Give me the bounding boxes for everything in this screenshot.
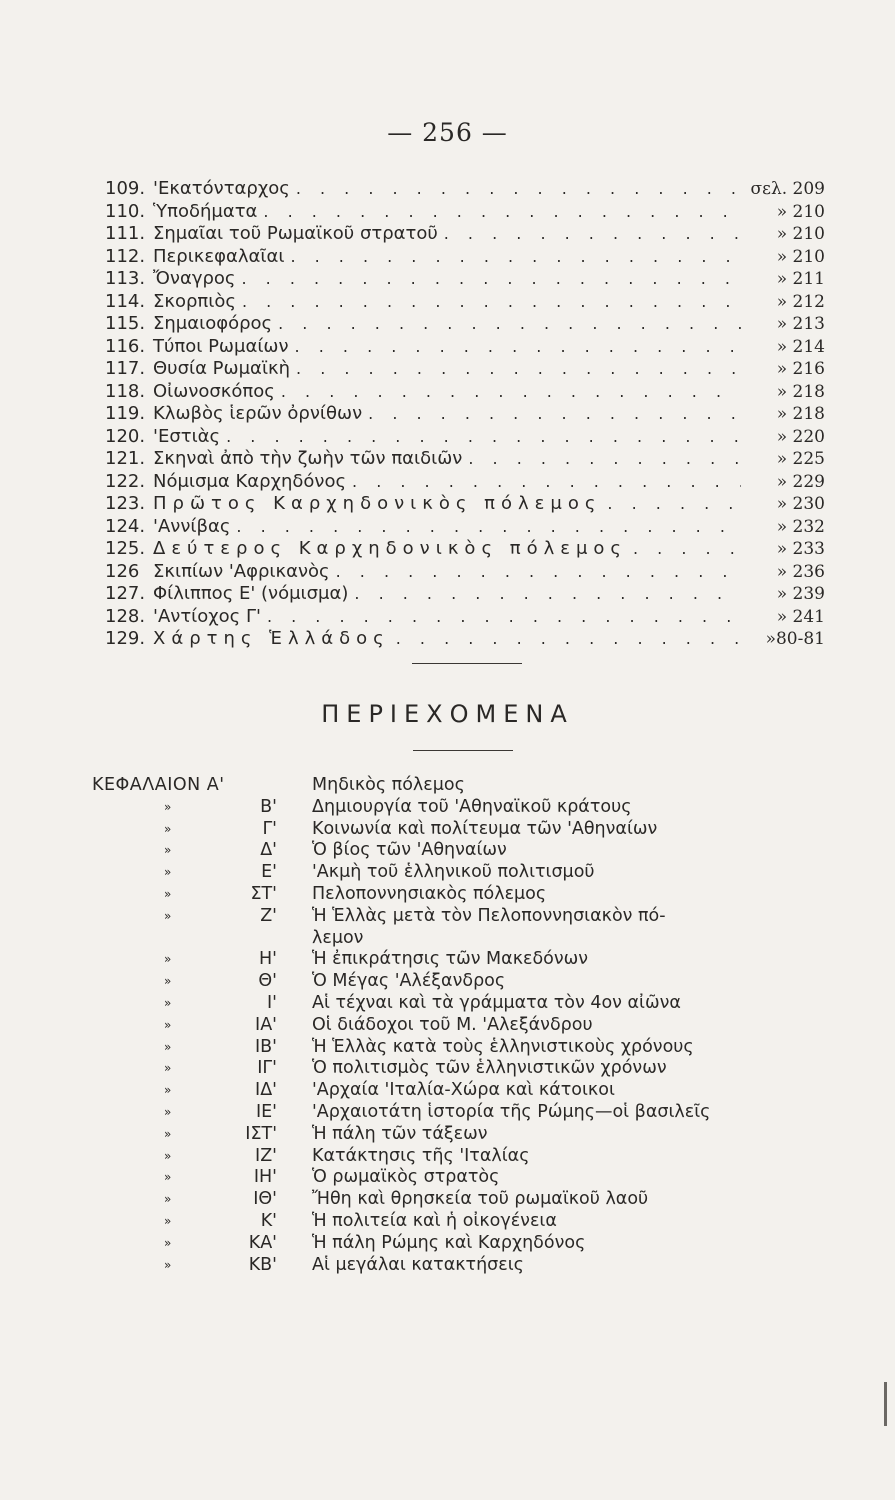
figure-title: 'Εκατόνταρχος (153, 178, 290, 199)
contents-heading: ΠΕΡΙΕΧΟΜΕΝΑ (321, 700, 574, 728)
figure-title: 'Αντίοχος Γ' (153, 605, 261, 627)
leader-dots (633, 539, 741, 558)
chapter-list (0, 775, 895, 1276)
figure-number: 127. (105, 583, 146, 604)
figure-number: 120. (105, 425, 146, 447)
leader-dots (226, 427, 741, 446)
chapter-entry (0, 1146, 895, 1168)
figure-page: » 216 (776, 359, 825, 379)
figure-page: » 212 (776, 291, 825, 312)
figure-number: 109. (105, 178, 146, 199)
figure-number: 118. (105, 380, 146, 402)
chapter-title: 'Αρχαία 'Ιταλία-Χώρα καὶ κάτοικοι (312, 1080, 615, 1101)
figure-page: » 220 (776, 426, 825, 447)
figure-page: » 210 (776, 201, 825, 222)
chapter-entry (0, 949, 895, 971)
figure-page: » 225 (776, 449, 825, 469)
figure-page: » 233 (776, 539, 825, 559)
leader-dots (290, 247, 741, 266)
figure-page: » 218 (776, 381, 825, 402)
ditto-mark: » (164, 1257, 172, 1272)
leader-dots (241, 269, 741, 288)
chapter-entry (0, 775, 895, 797)
figure-number: 126 (105, 560, 140, 582)
figure-number: 128. (105, 605, 146, 627)
figure-page: » 218 (776, 404, 825, 424)
chapter-entry (0, 1255, 895, 1277)
figure-title: Σκιπίων 'Αφρικανὸς (153, 560, 330, 582)
chapter-numeral: ΙΑ' (255, 1014, 277, 1035)
ditto-mark: » (164, 995, 172, 1010)
ditto-mark: » (164, 908, 172, 923)
chapter-numeral: ΙΒ' (255, 1036, 277, 1057)
chapter-numeral: ΙΓ' (257, 1058, 277, 1079)
chapter-entry (0, 1058, 895, 1080)
chapter-entry (0, 928, 895, 950)
figure-entry (105, 246, 825, 269)
ditto-mark: » (164, 865, 172, 880)
figure-page: σελ. 209 (750, 179, 825, 199)
figure-number: 112. (105, 245, 146, 267)
figure-entry (105, 493, 825, 516)
chapter-numeral: ΙΔ' (255, 1080, 277, 1101)
leader-dots (468, 449, 741, 468)
chapter-numeral: ΙΘ' (253, 1189, 277, 1210)
figure-title: Κλωβὸς ἱερῶν ὀρνίθων (153, 403, 363, 424)
chapter-numeral: Ε' (261, 862, 277, 883)
figure-page: »80-81 (765, 629, 825, 649)
leader-dots (281, 382, 741, 401)
figure-entry (105, 358, 825, 381)
figure-title: Φίλιππος Ε' (νόμισμα) (153, 583, 349, 604)
chapter-title: Ἡ πάλη τῶν τάξεων (312, 1123, 488, 1144)
chapter-entry (0, 1167, 895, 1189)
figure-title: Νόμισμα Καρχηδόνος (153, 470, 347, 492)
figure-entry (105, 291, 825, 314)
figure-entry (105, 606, 825, 629)
chapter-entry (0, 1189, 895, 1211)
ditto-mark: » (164, 974, 172, 989)
page-edge-mark (884, 1382, 887, 1426)
figure-title: Ὄναγρος (153, 268, 236, 289)
figure-title: Σημαῖαι τοῦ Ρωμαϊκοῦ στρατοῦ (153, 223, 438, 244)
chapter-title: Δημιουργία τοῦ 'Αθηναϊκοῦ κράτους (312, 796, 632, 817)
chapter-label: ΚΕΦΑΛΑΙΟΝ Α' (92, 775, 225, 795)
figure-entry (105, 448, 825, 471)
chapter-numeral: ΚΑ' (248, 1232, 277, 1253)
ditto-mark: » (164, 1148, 172, 1163)
leader-dots (396, 629, 741, 648)
figure-title: Τύποι Ρωμαίων (153, 335, 289, 357)
figure-entry (105, 471, 825, 494)
figure-entry (105, 201, 825, 224)
chapter-title: Ὁ πολιτισμὸς τῶν ἑλληνιστικῶν χρόνων (312, 1058, 667, 1079)
chapter-entry (0, 884, 895, 906)
figure-entry (105, 336, 825, 359)
figure-entry (105, 178, 825, 201)
chapter-title: Κατάκτησις τῆς 'Ιταλίας (312, 1145, 530, 1166)
leader-dots (267, 607, 741, 626)
figure-number: 121. (105, 448, 146, 469)
figure-number: 124. (105, 515, 146, 537)
chapter-entry (0, 1124, 895, 1146)
figure-page: » 210 (776, 224, 825, 244)
ditto-mark: » (164, 886, 172, 901)
chapter-numeral: Ι' (267, 992, 277, 1013)
chapter-title: Ἡ πάλη Ρώμης καὶ Καρχηδόνος (312, 1232, 586, 1253)
ditto-mark: » (164, 1126, 172, 1141)
figure-title: Περικεφαλαῖαι (153, 245, 285, 267)
figure-title: Σημαιοφόρος (153, 313, 273, 334)
leader-dots (296, 359, 741, 378)
ditto-mark: » (164, 1083, 172, 1098)
figure-title: Πρῶτος Καρχηδονικὸς πόλεμος (153, 493, 602, 514)
chapter-title: Ἤθη καὶ θρησκεία τοῦ ρωμαϊκοῦ λαοῦ (312, 1189, 649, 1210)
leader-dots (354, 584, 741, 603)
figure-entry (105, 403, 825, 426)
chapter-entry (0, 1102, 895, 1124)
leader-dots (236, 517, 741, 536)
leader-dots (296, 179, 741, 198)
leader-dots (352, 472, 741, 491)
chapter-title: λεμον (312, 927, 364, 948)
chapter-title: Πελοποννησιακὸς πόλεμος (312, 883, 547, 904)
figure-number: 110. (105, 200, 146, 222)
chapter-numeral: Η' (259, 949, 277, 970)
figure-title: Δεύτερος Καρχηδονικὸς πόλεμος (153, 538, 627, 559)
figure-number: 116. (105, 335, 146, 357)
ditto-mark: » (164, 1061, 172, 1076)
figure-entry (105, 313, 825, 336)
chapter-numeral: Θ' (258, 971, 277, 992)
figure-page: » 241 (776, 606, 825, 627)
figure-number: 123. (105, 493, 146, 514)
chapter-numeral: ΣΤ' (250, 883, 277, 904)
ditto-mark: » (164, 843, 172, 858)
chapter-entry (0, 1015, 895, 1037)
figure-entry (105, 426, 825, 449)
chapter-numeral: ΙΗ' (253, 1167, 277, 1188)
ditto-mark: » (164, 799, 172, 814)
figure-entry (105, 538, 825, 561)
ditto-mark: » (164, 1235, 172, 1250)
ditto-mark: » (164, 952, 172, 967)
chapter-numeral: ΙΖ' (255, 1145, 277, 1166)
chapter-title: Κοινωνία καὶ πολίτευμα τῶν 'Αθηναίων (312, 818, 658, 839)
figure-title: 'Εστιὰς (153, 425, 221, 447)
figure-number: 113. (105, 268, 146, 289)
chapter-title: Οἱ διάδοχοι τοῦ Μ. 'Αλεξάνδρου (312, 1014, 593, 1035)
figure-page: » 210 (776, 246, 825, 267)
figure-title: Ὑποδήματα (153, 200, 258, 222)
chapter-numeral: ΙΕ' (255, 1101, 277, 1122)
chapter-numeral: ΙΣΤ' (245, 1123, 277, 1144)
figure-number: 111. (105, 223, 146, 244)
figure-entry (105, 583, 825, 606)
ditto-mark: » (164, 1039, 172, 1054)
figure-number: 117. (105, 358, 146, 379)
leader-dots (607, 494, 741, 513)
chapter-entry (0, 906, 895, 928)
ditto-mark: » (164, 1104, 172, 1119)
chapter-numeral: Κ' (260, 1210, 277, 1231)
divider-rule (412, 663, 522, 664)
chapter-title: Ἡ πολιτεία καὶ ἡ οἰκογένεια (312, 1210, 557, 1231)
figure-title: Χάρτης Ἑλλάδος (153, 628, 390, 649)
page-number: — 256 — (387, 118, 508, 147)
ditto-mark: » (164, 1213, 172, 1228)
chapter-numeral: Β' (260, 796, 277, 817)
figure-entry (105, 628, 825, 651)
figure-entry (105, 516, 825, 539)
figure-title: Σκορπιὸς (153, 290, 236, 312)
chapter-title: Μηδικὸς πόλεμος (312, 775, 465, 795)
chapter-entry (0, 862, 895, 884)
chapter-title: Αἱ τέχναι καὶ τὰ γράμματα τὸν 4ον αἰῶνα (312, 992, 681, 1013)
chapter-numeral: Ζ' (260, 905, 277, 926)
leader-dots (295, 337, 741, 356)
leader-dots (263, 202, 741, 221)
figure-entry (105, 268, 825, 291)
leader-dots (336, 562, 741, 581)
leader-dots (278, 314, 741, 333)
ditto-mark: » (164, 1017, 172, 1032)
chapter-title: Ὁ βίος τῶν 'Αθηναίων (312, 840, 507, 861)
figure-list (105, 178, 825, 651)
figure-title: 'Αννίβας (153, 515, 231, 537)
leader-dots (368, 404, 741, 423)
ditto-mark: » (164, 1192, 172, 1207)
chapter-entry (0, 993, 895, 1015)
figure-number: 114. (105, 290, 146, 312)
figure-entry (105, 381, 825, 404)
chapter-entry (0, 1080, 895, 1102)
chapter-entry (0, 1037, 895, 1059)
chapter-numeral: Γ' (262, 818, 277, 839)
chapter-entry (0, 840, 895, 862)
leader-dots (444, 224, 741, 243)
leader-dots (242, 292, 741, 311)
chapter-title: 'Ακμὴ τοῦ ἑλληνικοῦ πολιτισμοῦ (312, 862, 595, 883)
figure-entry (105, 223, 825, 246)
chapter-entry (0, 1233, 895, 1255)
chapter-title: Αἱ μεγάλαι κατακτήσεις (312, 1254, 524, 1275)
figure-entry (105, 561, 825, 584)
figure-page: » 230 (776, 494, 825, 514)
chapter-entry (0, 1211, 895, 1233)
figure-page: » 229 (776, 471, 825, 492)
figure-page: » 236 (776, 561, 825, 582)
chapter-title: Ὁ Μέγας 'Αλέξανδρος (312, 971, 506, 992)
figure-page: » 239 (776, 584, 825, 604)
chapter-title: Ὁ ρωμαϊκὸς στρατὸς (312, 1167, 500, 1188)
figure-page: » 213 (776, 314, 825, 334)
figure-number: 129. (105, 628, 146, 649)
chapter-entry (0, 971, 895, 993)
figure-number: 122. (105, 470, 146, 492)
chapter-entry (0, 797, 895, 819)
figure-number: 125. (105, 538, 146, 559)
figure-title: Οἰωνοσκόπος (153, 380, 275, 402)
chapter-numeral: Δ' (260, 840, 277, 861)
figure-number: 119. (105, 403, 146, 424)
chapter-title: Ἡ ἐπικράτησις τῶν Μακεδόνων (312, 949, 589, 970)
figure-page: » 211 (776, 269, 825, 289)
figure-number: 115. (105, 313, 146, 334)
figure-title: Θυσία Ρωμαϊκὴ (153, 358, 291, 379)
chapter-title: Ἡ Ἑλλὰς κατὰ τοὺς ἑλληνιστικοὺς χρόνους (312, 1036, 694, 1057)
chapter-numeral: ΚΒ' (248, 1254, 277, 1275)
divider-rule (413, 750, 513, 751)
chapter-title: 'Αρχαιοτάτη ἱστορία τῆς Ρώμης—οἱ βασιλεῖς (312, 1101, 711, 1122)
figure-page: » 214 (776, 336, 825, 357)
figure-title: Σκηναὶ ἀπὸ τὴν ζωὴν τῶν παιδιῶν (153, 448, 463, 469)
chapter-entry (0, 819, 895, 841)
ditto-mark: » (164, 821, 172, 836)
figure-page: » 232 (776, 516, 825, 537)
chapter-title: Ἡ Ἑλλὰς μετὰ τὸν Πελοποννησιακὸν πό- (312, 905, 666, 926)
ditto-mark: » (164, 1170, 172, 1185)
